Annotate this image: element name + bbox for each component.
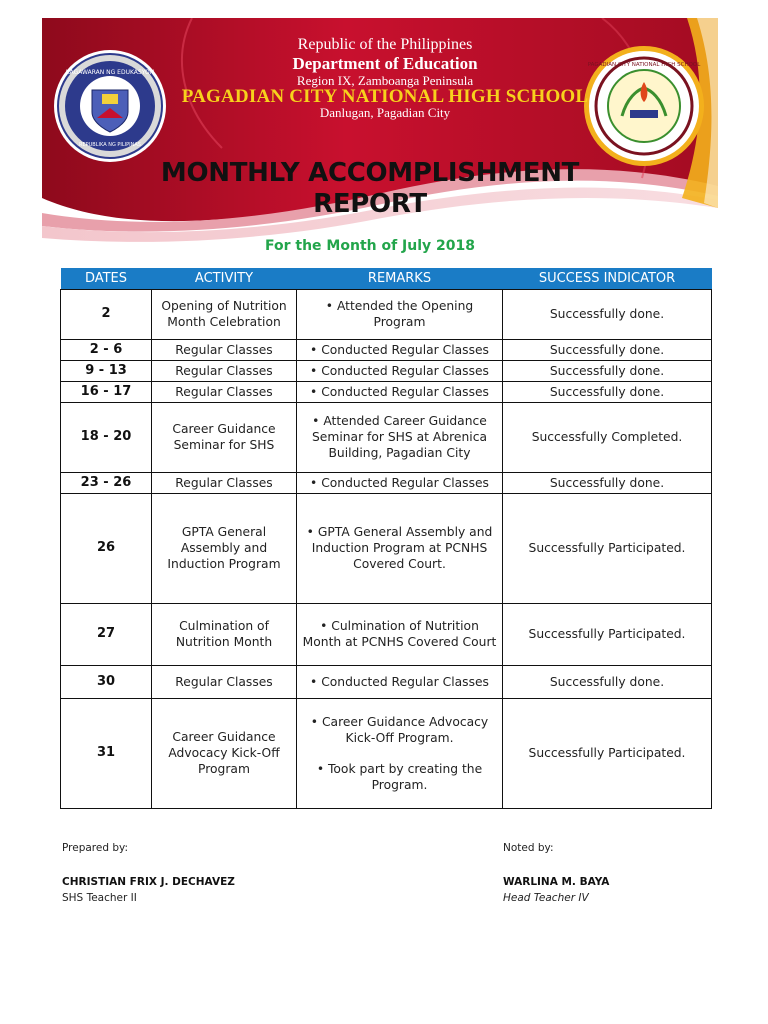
cell-success-indicator: Successfully Participated.	[503, 698, 712, 808]
cell-date: 31	[61, 698, 152, 808]
cell-remarks	[297, 289, 503, 339]
header-republic: Republic of the Philippines	[297, 36, 473, 53]
table-row	[61, 472, 712, 493]
remark-item: • Conducted Regular Classes	[310, 363, 489, 378]
table-header-row	[61, 268, 712, 289]
svg-text:KAGAWARAN NG EDUKASYON: KAGAWARAN NG EDUKASYON	[65, 69, 155, 76]
cell-success-indicator: Successfully Participated.	[503, 493, 712, 603]
column-header-activity: ACTIVITY	[152, 268, 297, 289]
cell-activity: Culmination of Nutrition Month	[152, 603, 297, 665]
cell-remarks	[297, 402, 503, 472]
remark-item: • Conducted Regular Classes	[310, 475, 489, 490]
deped-seal-icon	[54, 50, 166, 162]
table-row	[61, 289, 712, 339]
cell-date: 18 - 20	[61, 402, 152, 472]
svg-text:REPUBLIKA NG PILIPINAS: REPUBLIKA NG PILIPINAS	[79, 142, 141, 148]
cell-success-indicator: Successfully done.	[503, 472, 712, 493]
cell-date: 23 - 26	[61, 472, 152, 493]
table-row	[61, 493, 712, 603]
cell-activity: Career Guidance Advocacy Kick-Off Program	[152, 698, 297, 808]
cell-remarks	[297, 339, 503, 360]
cell-success-indicator: Successfully done.	[503, 665, 712, 698]
page-title-line2: REPORT	[313, 189, 427, 219]
noted-by-name: WARLINA M. BAYA	[503, 876, 610, 888]
table-body	[61, 289, 712, 808]
noted-by-role: Head Teacher IV	[503, 892, 589, 904]
cell-activity: Regular Classes	[152, 472, 297, 493]
cell-activity: GPTA General Assembly and Induction Program	[152, 493, 297, 603]
cell-remarks	[297, 698, 503, 808]
prepared-by-role: SHS Teacher II	[62, 892, 137, 904]
noted-by-label: Noted by:	[503, 842, 554, 854]
cell-success-indicator: Successfully done.	[503, 339, 712, 360]
table-row	[61, 381, 712, 402]
cell-success-indicator: Successfully done.	[503, 360, 712, 381]
cell-date: 26	[61, 493, 152, 603]
cell-success-indicator: Successfully done.	[503, 289, 712, 339]
header-school-name: PAGADIAN CITY NATIONAL HIGH SCHOOL	[181, 86, 589, 107]
cell-success-indicator: Successfully done.	[503, 381, 712, 402]
page-title	[150, 158, 590, 220]
remark-item: • Culmination of Nutrition Month at PCNHS Covered Court	[302, 619, 497, 649]
header-address: Danlugan, Pagadian City	[319, 105, 451, 120]
column-header-success-indicator: SUCCESS INDICATOR	[503, 268, 712, 289]
remark-spacer	[301, 746, 498, 761]
cell-remarks	[297, 360, 503, 381]
column-header-dates: DATES	[61, 268, 152, 289]
table-row	[61, 339, 712, 360]
header-region: Region IX, Zamboanga Peninsula	[296, 73, 474, 88]
cell-date: 2 - 6	[61, 339, 152, 360]
cell-remarks	[297, 381, 503, 402]
cell-activity: Regular Classes	[152, 339, 297, 360]
header-department: Department of Education	[292, 54, 478, 73]
cell-date: 16 - 17	[61, 381, 152, 402]
remark-item: • Conducted Regular Classes	[310, 384, 489, 399]
cell-activity: Regular Classes	[152, 381, 297, 402]
remark-item: • Career Guidance Advocacy Kick-Off Program.	[310, 714, 489, 745]
cell-date: 30	[61, 665, 152, 698]
cell-remarks	[297, 665, 503, 698]
prepared-by-label: Prepared by:	[62, 842, 128, 854]
remark-item: • Conducted Regular Classes	[310, 342, 489, 357]
prepared-by-name: CHRISTIAN FRIX J. DECHAVEZ	[62, 876, 235, 888]
table-row	[61, 603, 712, 665]
table-row	[61, 360, 712, 381]
cell-activity: Career Guidance Seminar for SHS	[152, 402, 297, 472]
svg-text:PAGADIAN CITY NATIONAL HIGH SC: PAGADIAN CITY NATIONAL HIGH SCHOOL	[587, 62, 701, 68]
cell-date: 2	[61, 289, 152, 339]
table-row	[61, 665, 712, 698]
table-row	[61, 698, 712, 808]
cell-date: 9 - 13	[61, 360, 152, 381]
cell-activity: Regular Classes	[152, 665, 297, 698]
page-title-line1: MONTHLY ACCOMPLISHMENT	[160, 158, 580, 188]
cell-activity: Opening of Nutrition Month Celebration	[152, 289, 297, 339]
table-row	[61, 402, 712, 472]
remark-item: • Took part by creating the Program.	[316, 761, 483, 792]
cell-remarks	[297, 472, 503, 493]
column-header-remarks: REMARKS	[297, 268, 503, 289]
remark-item: • Attended Career Guidance Seminar for SHS at Abrenica Building, Pagadian City	[312, 414, 487, 460]
remark-item: • GPTA General Assembly and Induction Program at PCNHS Covered Court.	[306, 525, 493, 571]
remark-item: • Attended the Opening Program	[325, 299, 474, 329]
cell-date: 27	[61, 603, 152, 665]
cell-remarks	[297, 493, 503, 603]
cell-success-indicator: Successfully Completed.	[503, 402, 712, 472]
cell-activity: Regular Classes	[152, 360, 297, 381]
accomplishment-table	[60, 268, 712, 809]
remark-item: • Conducted Regular Classes	[310, 674, 489, 689]
cell-remarks	[297, 603, 503, 665]
cell-success-indicator: Successfully Participated.	[503, 603, 712, 665]
page-subtitle: For the Month of July 2018	[265, 238, 475, 254]
